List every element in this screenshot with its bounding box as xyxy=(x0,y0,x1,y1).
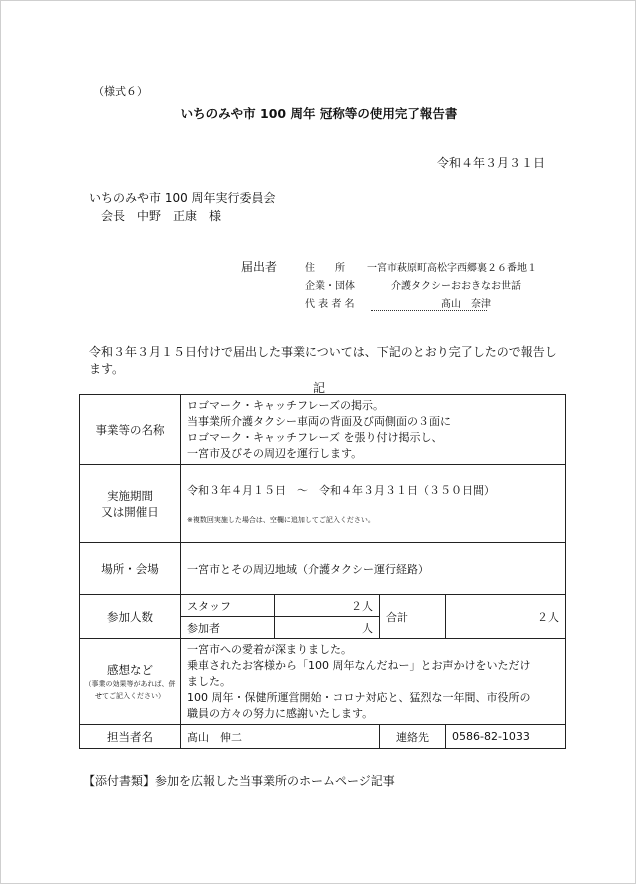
venue-label: 場所・会場 xyxy=(80,543,181,595)
table-row-period xyxy=(80,465,566,543)
period-cell xyxy=(181,465,566,543)
report-statement: 令和３年３月１５日付けで届出した事業については、下記のとおり完了したので報告します。 xyxy=(89,345,557,376)
event-name-line: 当事業所介護タクシー車両の背面及び両側面の３面に xyxy=(187,414,451,428)
impressions-line: 100 周年・保健所運営開始・コロナ対応と、猛烈な一年間、市役所の xyxy=(187,690,531,704)
table-row-contact xyxy=(80,725,566,749)
period-label-2: 又は開催日 xyxy=(101,504,159,519)
impressions-label-cell xyxy=(80,639,181,725)
impressions-line: 一宮市への愛着が深まりました。 xyxy=(187,642,352,656)
impressions-line: ました。 xyxy=(187,674,231,688)
impressions-label: 感想など xyxy=(107,662,153,677)
contact-value: 0586-82-1033 xyxy=(446,725,566,749)
impressions-cell xyxy=(181,639,566,725)
form-number: （様式６） xyxy=(93,85,148,98)
staff-value: ２人 xyxy=(275,595,380,617)
address-key: 住 所 xyxy=(305,263,345,274)
table-row-venue xyxy=(80,543,566,595)
report-date: 令和４年３月３１日 xyxy=(436,156,545,170)
participants-label: 参加人数 xyxy=(80,595,181,639)
total-label: 合計 xyxy=(380,595,446,639)
attendee-label: 参加者 xyxy=(181,617,275,639)
recipient-organization: いちのみや市 100 周年実行委員会 xyxy=(89,191,276,205)
venue-value: 一宮市とその周辺地域（介護タクシー運行経路） xyxy=(181,543,566,595)
ki-heading: 記 xyxy=(312,381,325,395)
event-name-line: 一宮市及びその周辺を運行します。 xyxy=(187,446,363,460)
representative-value: 髙山 奈津 xyxy=(441,299,491,310)
table-row-participants-staff xyxy=(80,595,566,617)
impressions-line: 乗車されたお客様から「100 周年なんだねー」とお声かけをいただけ xyxy=(187,658,531,672)
address-value: 一宮市萩原町高松字西郷裏２６番地１ xyxy=(367,263,537,274)
impressions-line: 職員の方々の努力に感謝いたします。 xyxy=(187,706,374,720)
table-row-impressions xyxy=(80,639,566,725)
staff-label: スタッフ xyxy=(181,595,275,617)
period-label-cell xyxy=(80,465,181,543)
person-value: 髙山 伸二 xyxy=(181,725,380,749)
event-name-line: ロゴマーク・キャッチフレーズ を張り付け掲示し、 xyxy=(187,430,443,444)
contact-label: 連絡先 xyxy=(380,725,446,749)
recipient-name: 会長 中野 正康 様 xyxy=(101,209,222,223)
period-value: 令和３年４月１５日 ～ 令和４年３月３１日（３５０日間） xyxy=(187,483,495,497)
attendee-value: 人 xyxy=(275,617,380,639)
representative-key: 代 表 者 名 xyxy=(305,299,355,310)
total-value: ２人 xyxy=(446,595,566,639)
period-note: ※複数回実施した場合は、空欄に追加してご記入ください。 xyxy=(187,515,375,524)
document-title: いちのみや市 100 周年 冠称等の使用完了報告書 xyxy=(180,106,458,121)
person-label: 担当者名 xyxy=(80,725,181,749)
event-name-cell xyxy=(181,395,566,465)
organization-key: 企業・団体 xyxy=(305,281,355,292)
event-name-label: 事業等の名称 xyxy=(80,395,181,465)
attachment-note: 【添付書類】参加を広報した当事業所のホームページ記事 xyxy=(83,774,395,788)
notifier-label: 届出者 xyxy=(241,260,278,274)
period-label-1: 実施期間 xyxy=(107,488,153,503)
impressions-note: （事業の効果等があれば、併せてご記入ください） xyxy=(84,679,176,700)
table-row-event-name xyxy=(80,395,566,465)
representative-underline xyxy=(371,310,487,311)
report-table xyxy=(79,394,566,749)
event-name-line: ロゴマーク・キャッチフレーズの掲示。 xyxy=(187,398,385,412)
organization-value: 介護タクシーおおきなお世話 xyxy=(391,281,521,292)
